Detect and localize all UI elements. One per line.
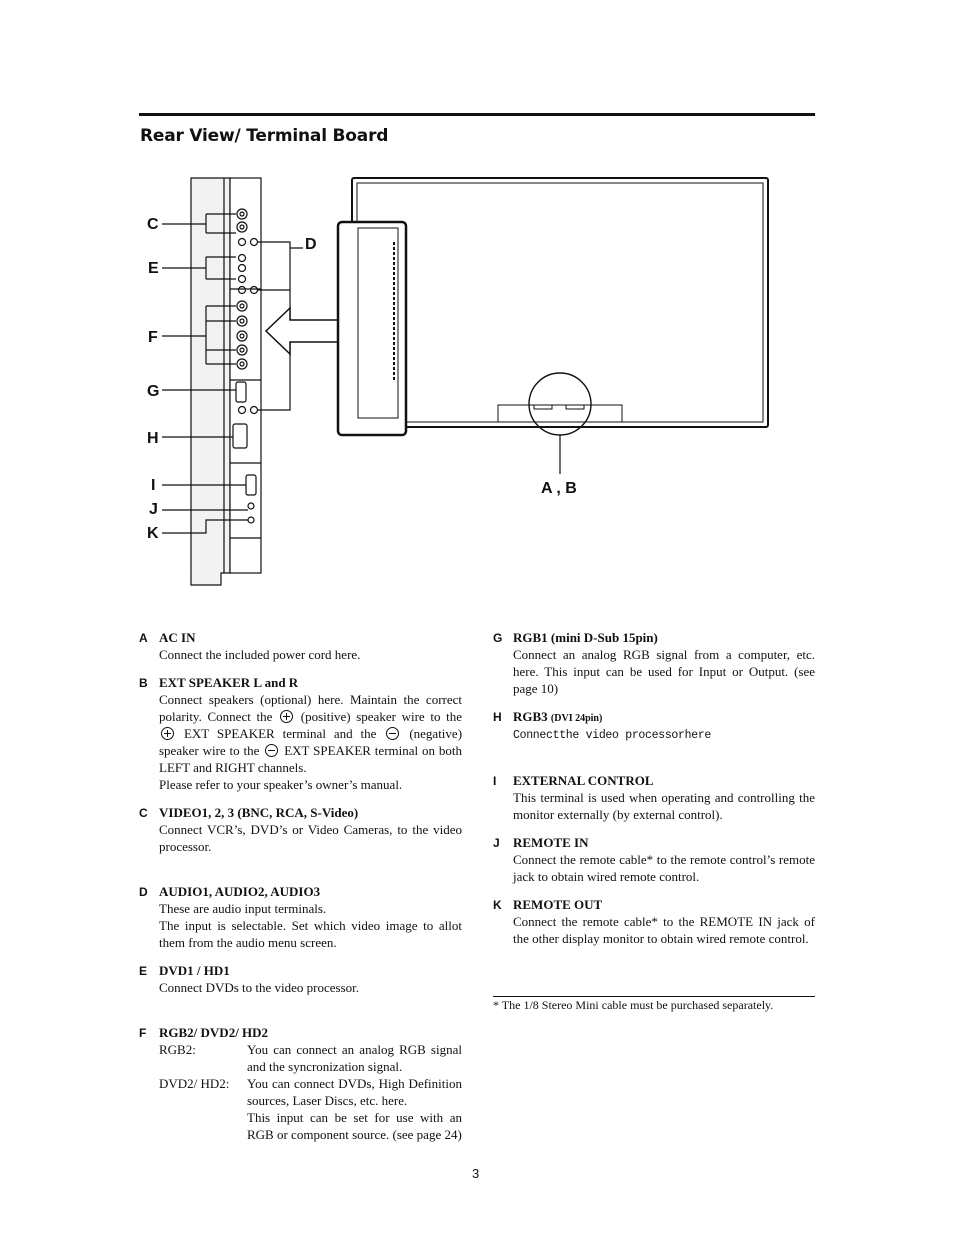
- item-letter: F: [139, 1026, 147, 1040]
- desc-part: EXT SPEAKER terminal on both LEFT and RIGHT channels.: [159, 743, 462, 775]
- arrow-icon: [266, 308, 338, 354]
- label-e: E: [148, 260, 159, 277]
- row-value-part: You can connect DVDs, High Definition sources, Laser Discs, etc. here.: [247, 1076, 462, 1108]
- item-title: AC IN: [159, 630, 196, 645]
- row-key: RGB2:: [159, 1042, 196, 1057]
- footnote-rule: [493, 996, 815, 997]
- item-c: [139, 804, 462, 855]
- item-title: AUDIO1, AUDIO2, AUDIO3: [159, 884, 321, 899]
- footnote: * The 1/8 Stereo Mini cable must be purchased separately.: [493, 998, 774, 1012]
- item-title-main: RGB3: [513, 709, 548, 724]
- item-j: [493, 834, 815, 885]
- label-d: D: [305, 236, 317, 253]
- item-title: EXT SPEAKER L and R: [159, 675, 299, 690]
- item-a: [139, 629, 462, 663]
- label-j: J: [149, 501, 158, 518]
- row-value: You can connect an analog RGB signal and the syncronization signal.: [247, 1042, 462, 1074]
- label-f: F: [148, 329, 158, 346]
- desc-part: Connect speakers (optional) here. Maintain the correct polarity. Connect the: [159, 692, 462, 724]
- item-desc-note: Please refer to your speaker’s owner’s manual.: [159, 777, 403, 792]
- item-e: [139, 962, 462, 996]
- page-number: 3: [472, 1166, 480, 1181]
- item-desc: This terminal is used when operating and controlling the monitor externally (by external control).: [513, 790, 815, 822]
- desc-part: EXT SPEAKER terminal and the: [183, 726, 377, 741]
- minus-icon: [265, 744, 278, 757]
- label-c: C: [147, 216, 159, 233]
- row-value-part: This input can be set for use with an RGB or component source. (see page 24): [247, 1110, 462, 1142]
- left-column: [139, 629, 462, 1143]
- item-letter: E: [139, 964, 148, 978]
- item-letter: J: [493, 836, 500, 850]
- label-h: H: [147, 430, 159, 447]
- desc-part: (positive) speaker wire to the: [300, 709, 463, 724]
- item-title: REMOTE OUT: [513, 897, 603, 912]
- item-title: VIDEO1, 2, 3 (BNC, RCA, S-Video): [159, 805, 359, 820]
- item-row-rgb2: [159, 1041, 462, 1075]
- section-title: Rear View/ Terminal Board: [140, 126, 389, 146]
- item-title: DVD1 / HD1: [159, 963, 230, 978]
- item-f: [139, 1024, 462, 1143]
- item-desc: Connect DVDs to the video processor.: [159, 980, 360, 995]
- item-h: [493, 708, 815, 744]
- minus-icon: [386, 727, 399, 740]
- item-k: [493, 896, 815, 947]
- item-title: REMOTE IN: [513, 835, 589, 850]
- label-i: I: [151, 477, 156, 494]
- item-title: RGB2/ DVD2/ HD2: [159, 1025, 269, 1040]
- item-letter: C: [139, 806, 148, 820]
- item-letter: G: [493, 631, 503, 645]
- label-k: K: [147, 525, 159, 542]
- item-desc: Connect the remote cable* to the REMOTE IN jack of the other display monitor to obtain wired remote control.: [513, 914, 815, 946]
- item-i: [493, 772, 815, 823]
- item-d: [139, 883, 462, 951]
- right-column: [493, 629, 815, 947]
- item-letter: D: [139, 885, 148, 899]
- display-rear-illustration: [338, 178, 768, 474]
- item-desc: Connect the remote cable* to the remote control’s remote jack to obtain wired remote control.: [513, 852, 815, 884]
- item-desc: These are audio input terminals.: [159, 901, 327, 916]
- item-desc: Connect the included power cord here.: [159, 647, 361, 662]
- plus-icon: [280, 710, 293, 723]
- item-g: [493, 629, 815, 697]
- item-letter: K: [493, 898, 502, 912]
- item-letter: B: [139, 676, 148, 690]
- terminal-board-illustration: [191, 178, 261, 585]
- label-ab: A , B: [541, 480, 577, 497]
- item-letter: H: [493, 710, 502, 724]
- item-title-small: (DVI 24pin): [550, 713, 603, 724]
- item-row-dvd2: [159, 1075, 462, 1143]
- item-desc: Connectthe video processorhere: [513, 729, 712, 742]
- item-b: [139, 674, 462, 793]
- item-title: EXTERNAL CONTROL: [513, 773, 654, 788]
- label-g: G: [147, 383, 160, 400]
- row-value: [247, 1075, 462, 1143]
- item-desc: [159, 691, 462, 776]
- rear-view-diagram: [0, 0, 954, 600]
- item-title: [513, 708, 815, 727]
- item-letter: I: [493, 774, 497, 788]
- item-desc: The input is selectable. Set which video image to allot them from the audio menu screen.: [159, 918, 462, 950]
- item-desc: Connect an analog RGB signal from a computer, etc. here. This input can be used for Input or Output. (see page 10): [513, 647, 815, 696]
- item-title: RGB1 (mini D-Sub 15pin): [513, 630, 658, 645]
- item-letter: A: [139, 631, 148, 645]
- plus-icon: [161, 727, 174, 740]
- desc-part: (negative) speaker wire to the: [159, 726, 463, 758]
- item-desc: Connect VCR’s, DVD’s or Video Cameras, to the video processor.: [159, 822, 462, 854]
- row-key: DVD2/ HD2:: [159, 1076, 230, 1091]
